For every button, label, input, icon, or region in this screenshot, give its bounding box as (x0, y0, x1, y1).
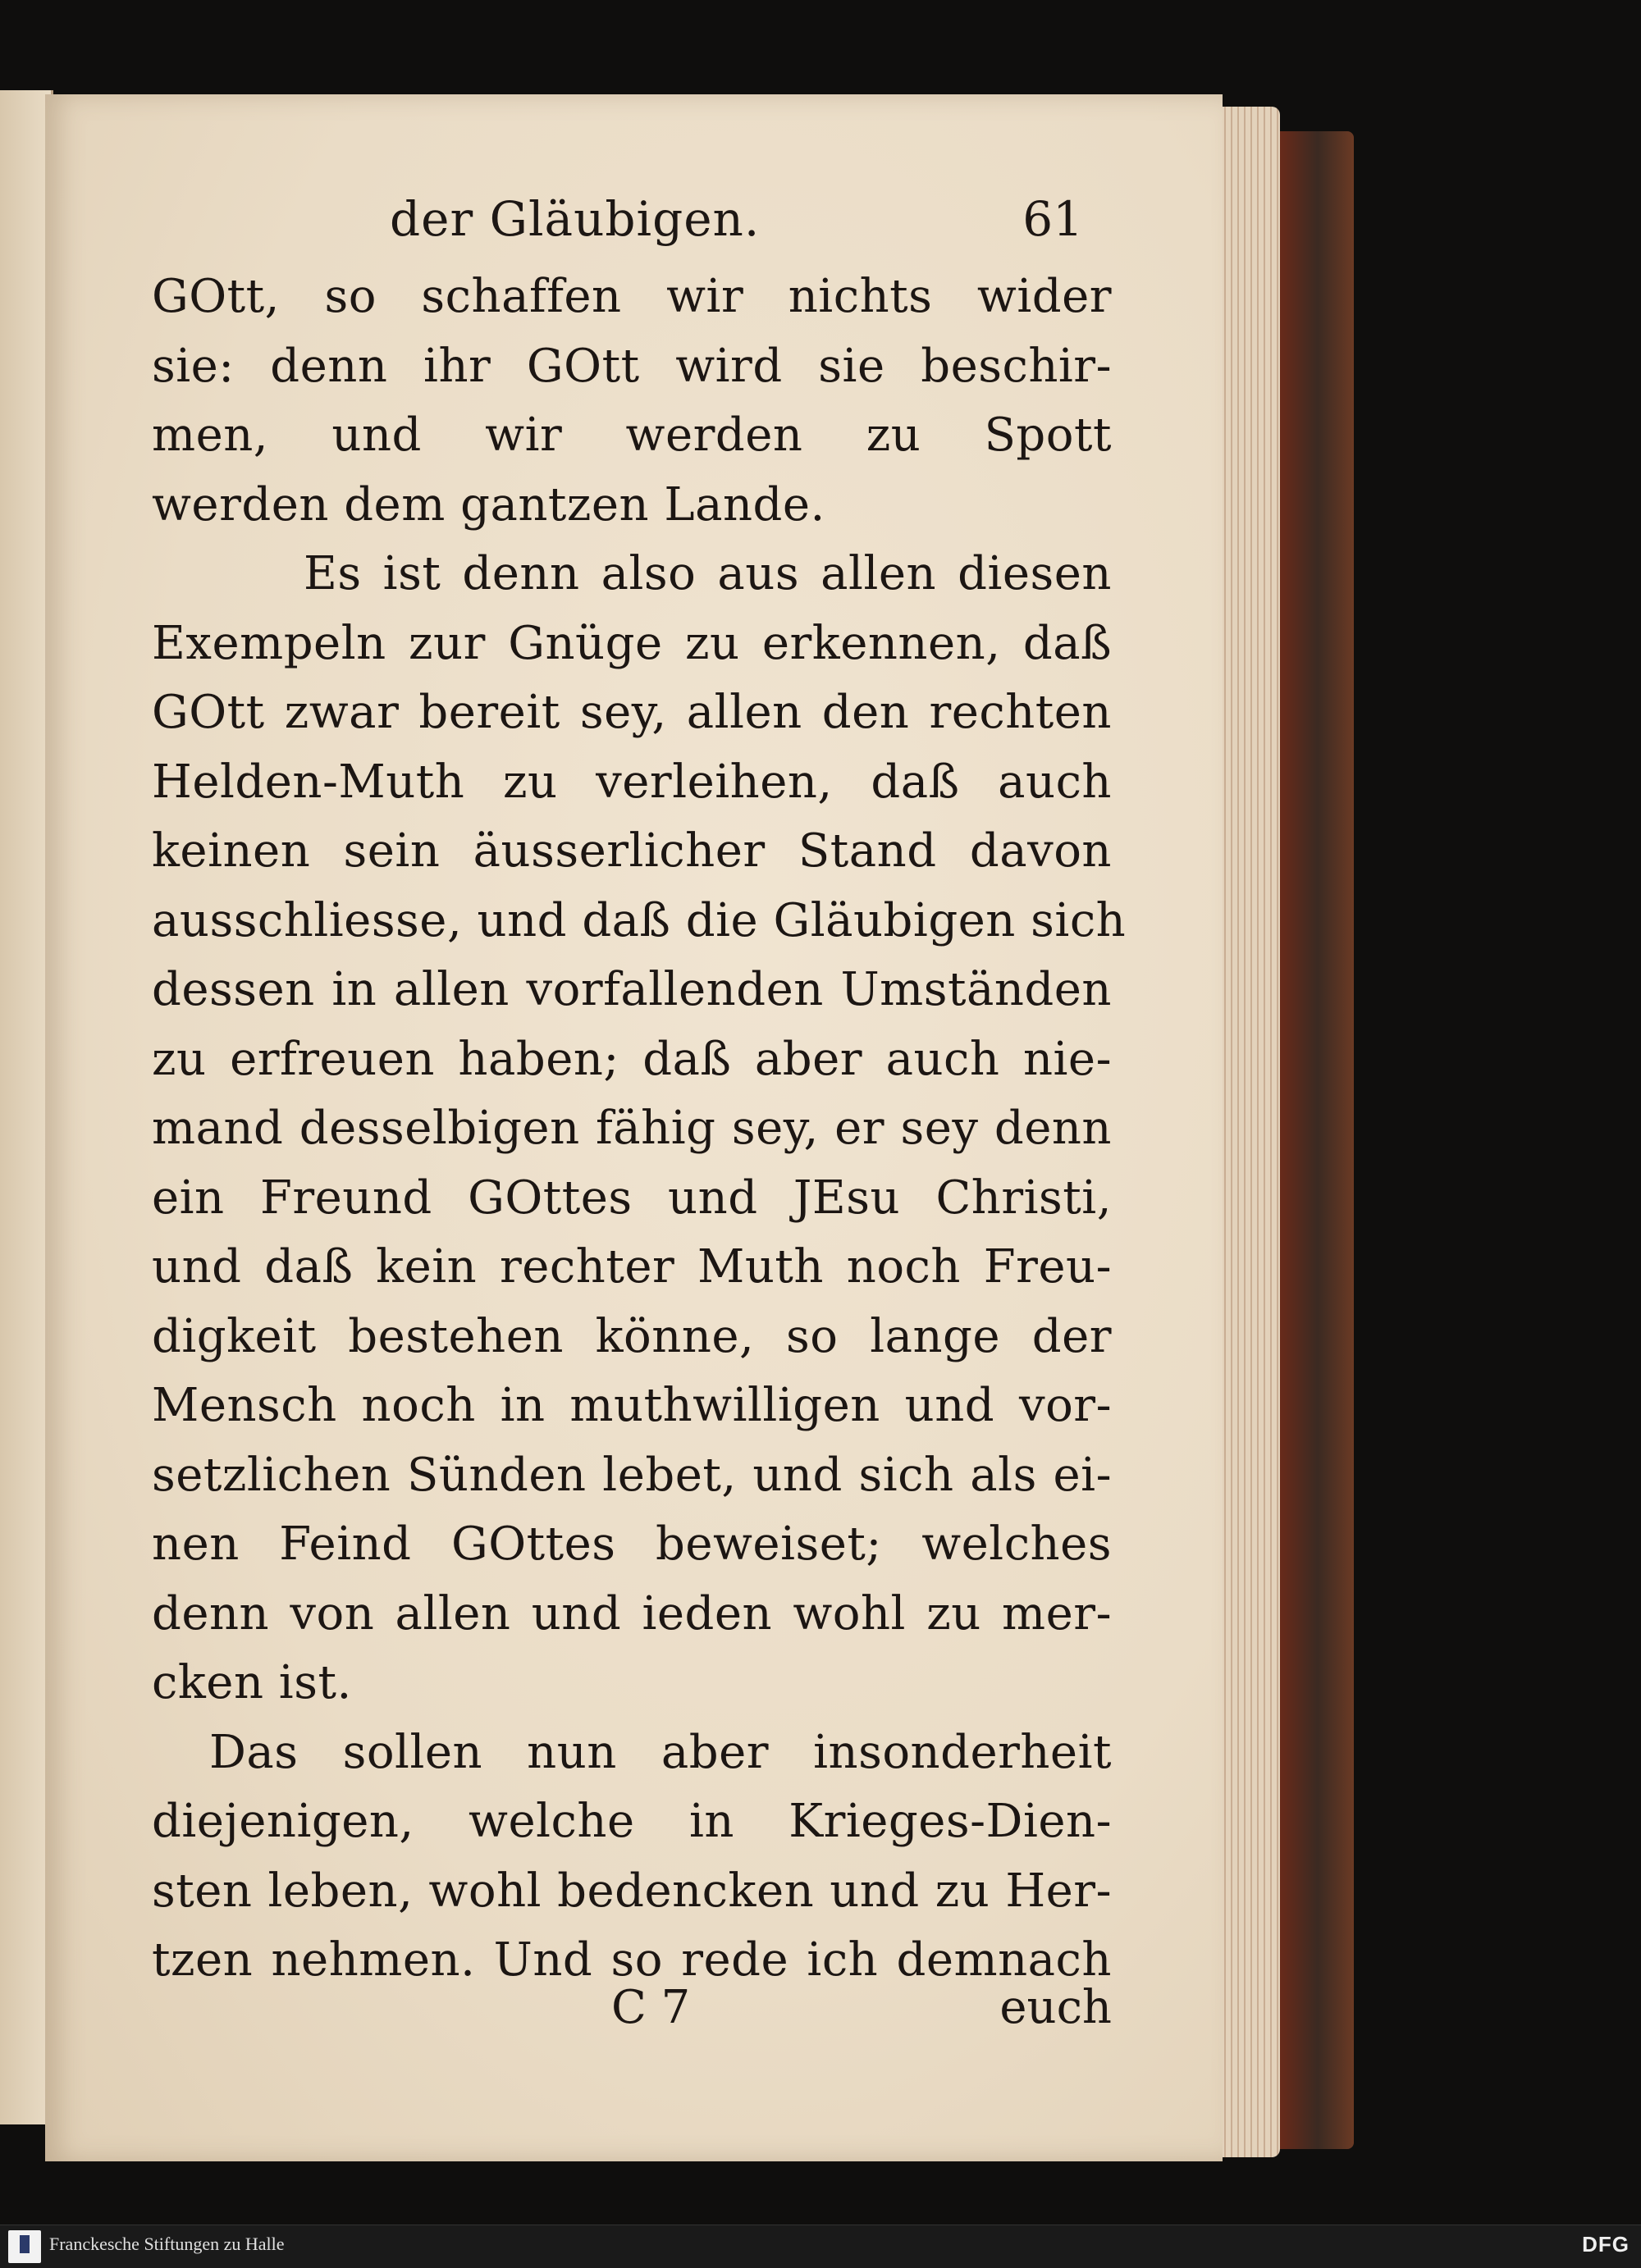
institution-logo-icon (8, 2230, 41, 2263)
institution-name: Franckesche Stiftungen zu Halle (49, 2234, 285, 2254)
text-line: Das sollen nun aber insonderheit (209, 1725, 1112, 1779)
catchword: euch (999, 1981, 1112, 2034)
text-line: sten leben, wohl bedencken und zu Her- (152, 1864, 1112, 1918)
text-line: nen Feind GOttes beweiset; welches (152, 1517, 1112, 1571)
text-line: und daß kein rechter Muth noch Freu- (152, 1240, 1112, 1294)
text-line: diejenigen, welche in Krieges-Dien- (152, 1795, 1112, 1848)
text-line: GOtt, so schaffen wir nichts wider (152, 270, 1112, 323)
text-line: GOtt zwar bereit sey, allen den rechten (152, 686, 1112, 739)
text-line: werden dem gantzen Lande. (152, 477, 825, 532)
text-line: keinen sein äusserlicher Stand davon (152, 824, 1112, 878)
signature-mark: C 7 (611, 1981, 691, 2034)
text-line: setzlichen Sünden lebet, und sich als ei- (152, 1448, 1112, 1502)
text-line: dessen in allen vorfallenden Umständen (152, 963, 1112, 1016)
dfg-logo: DFG (1582, 2232, 1630, 2257)
text-line: zu erfreuen haben; daß aber auch nie- (152, 1032, 1112, 1086)
text-line: ausschliesse, und daß die Gläubigen sich (152, 893, 1127, 947)
text-line: Helden-Muth zu verleihen, daß auch (152, 755, 1112, 809)
text-line: sie: denn ihr GOtt wird sie beschir- (152, 339, 1112, 393)
text-line: Es ist denn also aus allen diesen (304, 547, 1112, 600)
text-line: mand desselbigen fähig sey, er sey denn (152, 1102, 1112, 1155)
text-line: digkeit bestehen könne, so lange der (152, 1309, 1112, 1363)
text-line: men, und wir werden zu Spott (152, 408, 1112, 462)
text-line: Mensch noch in muthwilligen und vor- (152, 1379, 1112, 1432)
text-line: Exempeln zur Gnüge zu erkennen, daß (152, 616, 1112, 670)
body-text (152, 262, 1127, 1996)
page-footer (152, 1981, 1112, 2050)
text-line: tzen nehmen. Und so rede ich demnach (152, 1933, 1112, 1987)
running-title: der Gläubigen. (390, 191, 761, 247)
viewer-footer-bar (0, 2225, 1641, 2268)
text-line: denn von allen und ieden wohl zu mer- (152, 1586, 1112, 1641)
page-number: 61 (1022, 191, 1083, 247)
text-line: ein Freund GOttes und JEsu Christi, (152, 1171, 1112, 1225)
book-page (45, 94, 1223, 2161)
text-line: cken ist. (152, 1656, 352, 1709)
running-head (45, 191, 1223, 265)
